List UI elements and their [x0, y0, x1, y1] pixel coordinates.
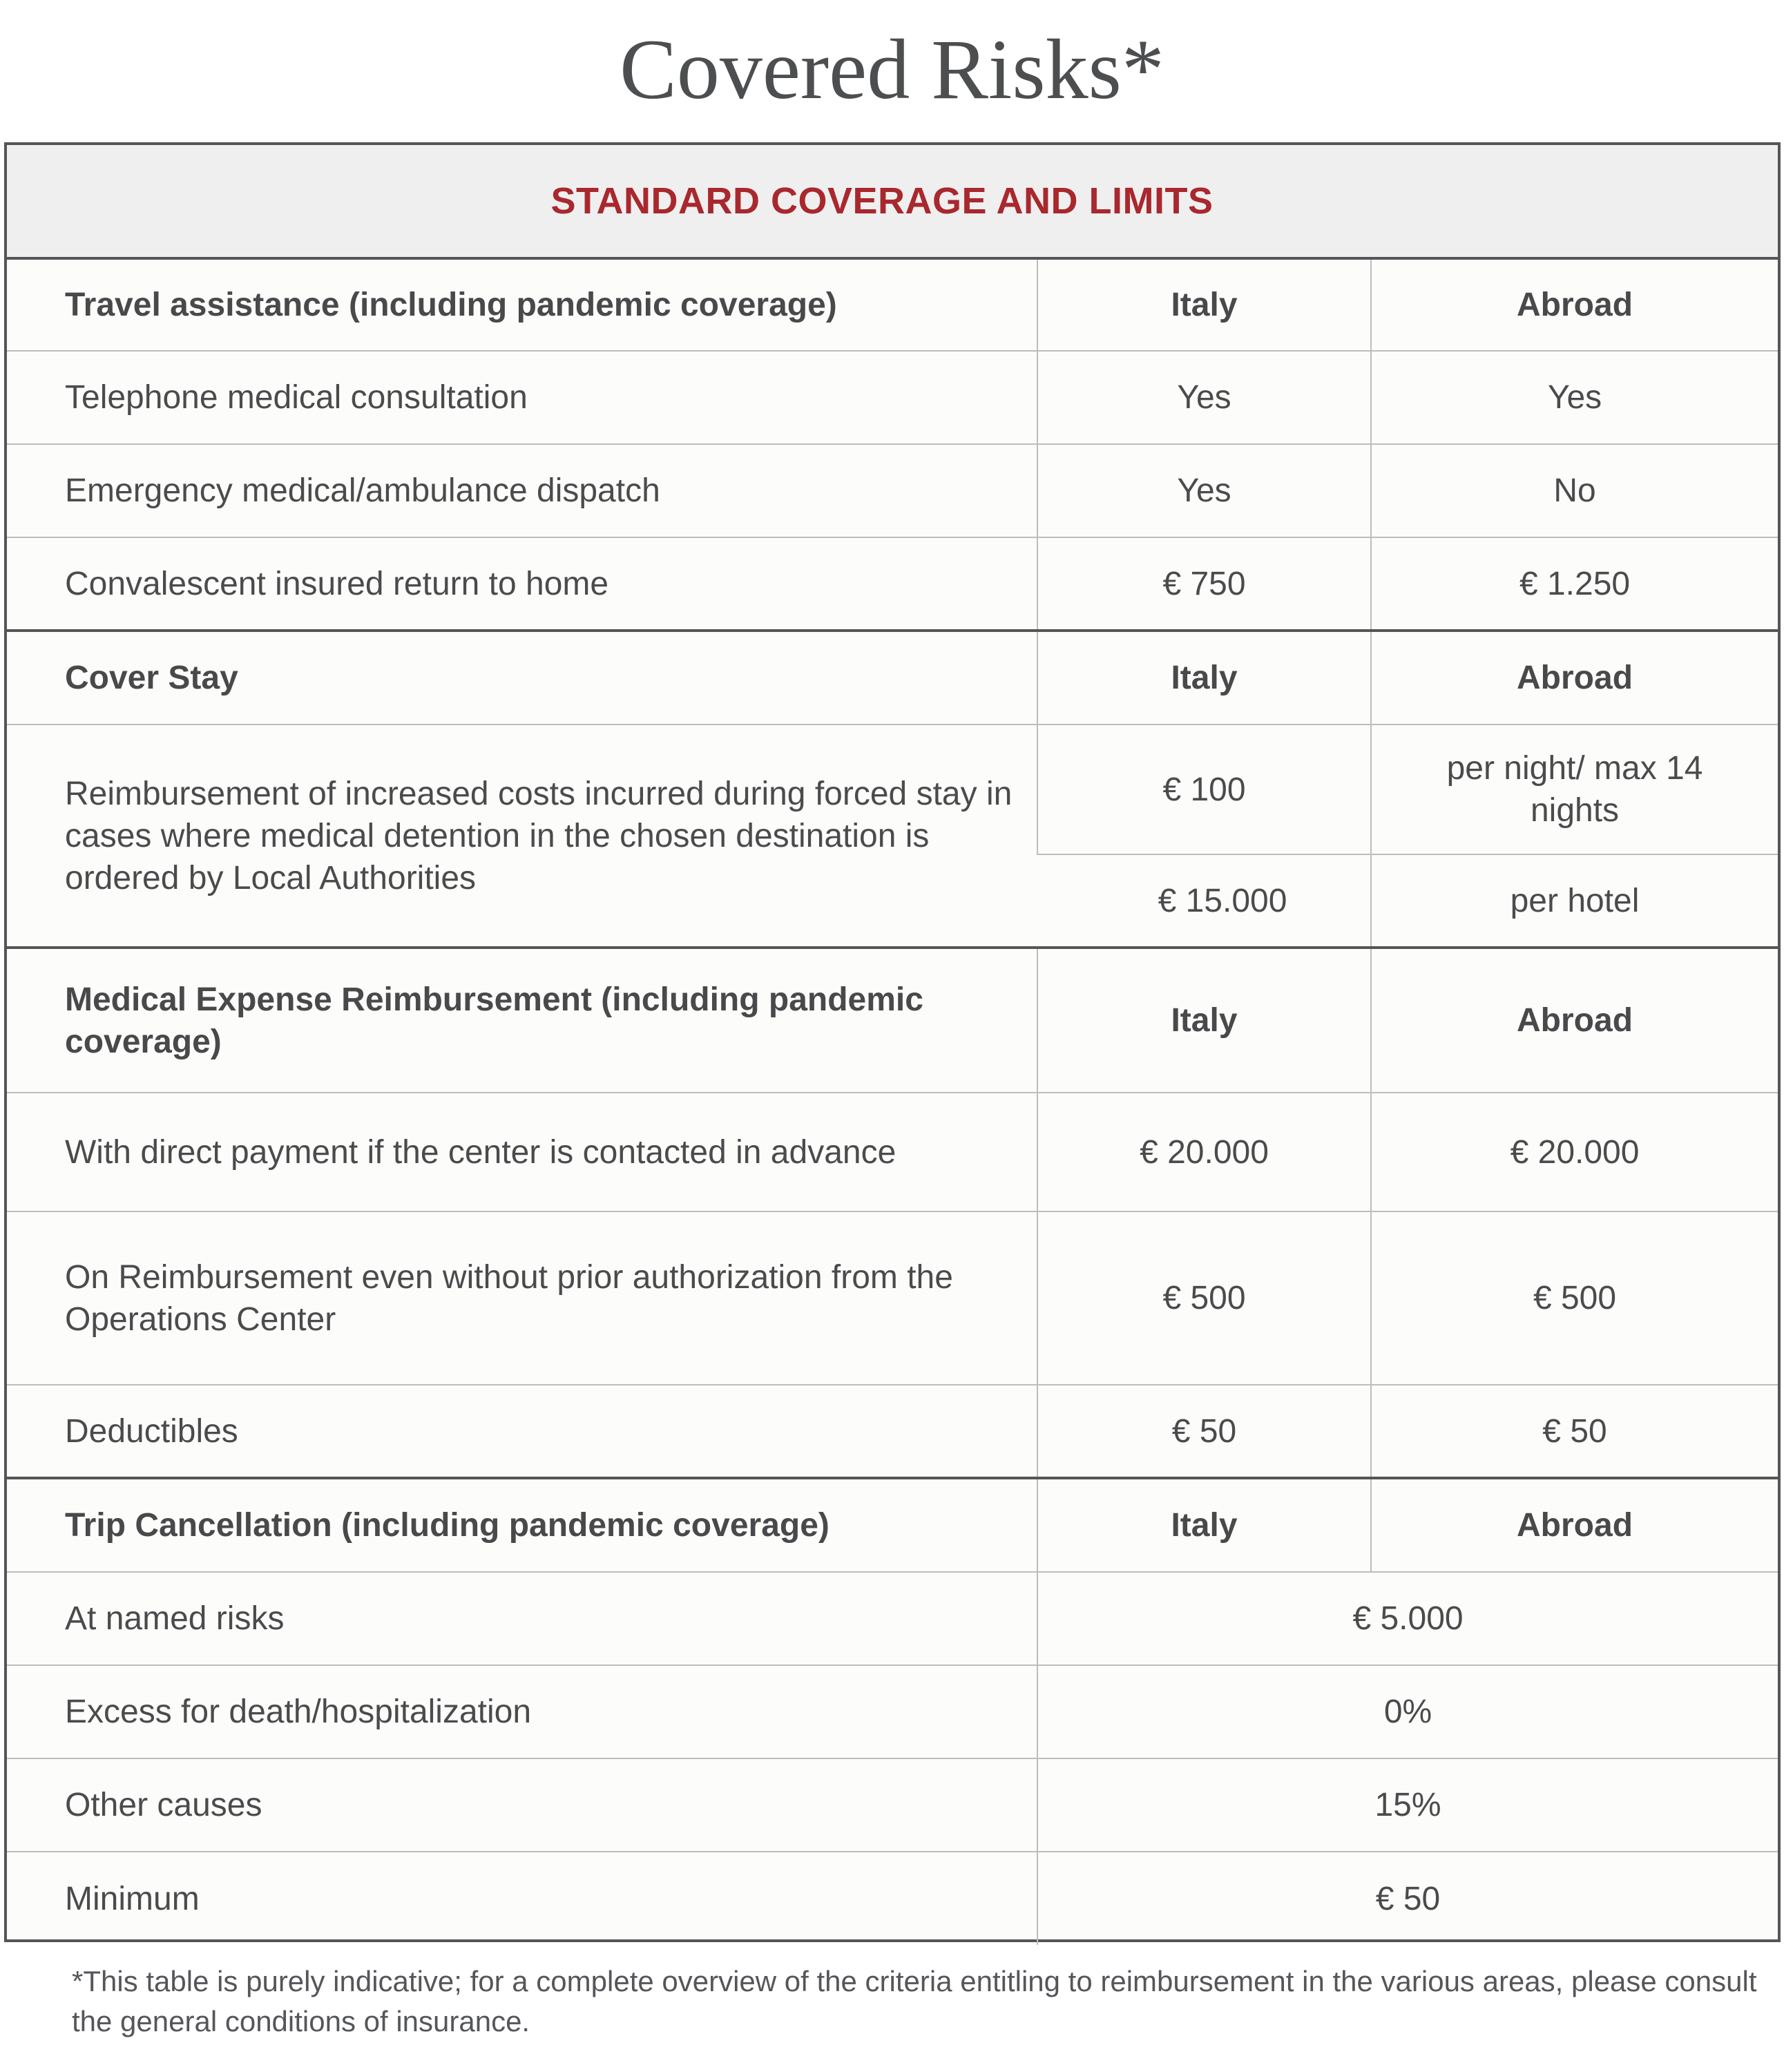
page-title: Covered Risks*: [620, 22, 1164, 117]
row-value: 15%: [1037, 1758, 1778, 1852]
section-cancel-title: Trip Cancellation (including pandemic coverage): [7, 1478, 1037, 1572]
section-travel-header: [7, 258, 1778, 351]
row-abroad-value: per night/ max 14 nights: [1371, 725, 1778, 854]
table-banner-row: [7, 145, 1778, 258]
row-italy-value: € 50: [1037, 1385, 1371, 1478]
col-abroad-header: Abroad: [1371, 948, 1778, 1093]
section-stay-header: [7, 631, 1778, 725]
row-italy-value: € 20.000: [1037, 1093, 1371, 1211]
table-row: [7, 1385, 1778, 1478]
row-label: Other causes: [7, 1758, 1037, 1852]
table-row: [7, 1852, 1778, 1945]
row-italy-value: € 100: [1037, 725, 1371, 854]
col-abroad-header: Abroad: [1371, 631, 1778, 725]
row-abroad-value: € 1.250: [1371, 537, 1778, 631]
col-abroad-header: Abroad: [1371, 258, 1778, 351]
row-label: Excess for death/hospitalization: [7, 1665, 1037, 1758]
row-label: Deductibles: [7, 1385, 1037, 1478]
table-row: [7, 537, 1778, 631]
row-abroad-value: € 50: [1371, 1385, 1778, 1478]
row-label: On Reimbursement even without prior authorization from the Operations Center: [7, 1211, 1037, 1385]
row-label: Reimbursement of increased costs incurred during forced stay in cases where medical detention in the chosen destination is ordered by Local Authorities: [7, 725, 1037, 948]
section-medical-title: Medical Expense Reimbursement (including pandemic coverage): [7, 948, 1037, 1093]
section-medical-header: [7, 948, 1778, 1093]
row-value: 0%: [1037, 1665, 1778, 1758]
row-abroad-value: No: [1371, 444, 1778, 537]
row-value: € 5.000: [1037, 1572, 1778, 1665]
coverage-table: [4, 142, 1781, 1942]
col-italy-header: Italy: [1037, 258, 1371, 351]
table-row: [7, 1758, 1778, 1852]
section-stay-title: Cover Stay: [7, 631, 1037, 725]
row-label: Minimum: [7, 1852, 1037, 1945]
row-italy-value: € 750: [1037, 537, 1371, 631]
row-label: Telephone medical consultation: [7, 351, 1037, 444]
col-italy-header: Italy: [1037, 1478, 1371, 1572]
row-label: At named risks: [7, 1572, 1037, 1665]
table-row: [7, 1665, 1778, 1758]
table-row: [7, 1572, 1778, 1665]
section-travel-title: Travel assistance (including pandemic coverage): [7, 258, 1037, 351]
col-italy-header: Italy: [1037, 948, 1371, 1093]
row-label: With direct payment if the center is contacted in advance: [7, 1093, 1037, 1211]
table-row: [7, 725, 1778, 854]
table-banner: STANDARD COVERAGE AND LIMITS: [7, 145, 1778, 258]
row-italy-value: Yes: [1037, 351, 1371, 444]
row-abroad-value: per hotel: [1371, 854, 1778, 948]
col-abroad-header: Abroad: [1371, 1478, 1778, 1572]
row-abroad-value: € 500: [1371, 1211, 1778, 1385]
row-value: € 50: [1037, 1852, 1778, 1945]
row-abroad-value: € 20.000: [1371, 1093, 1778, 1211]
footnote: *This table is purely indicative; for a complete overview of the criteria entitling to reimbursement in the various areas, please consult the general conditions of insurance.: [72, 1965, 1757, 2037]
row-italy-value: € 15.000: [1037, 854, 1371, 948]
section-cancel-header: [7, 1478, 1778, 1572]
row-italy-value: € 500: [1037, 1211, 1371, 1385]
table-row: [7, 1211, 1778, 1385]
table-row: [7, 1093, 1778, 1211]
table-row: [7, 444, 1778, 537]
row-abroad-value: Yes: [1371, 351, 1778, 444]
row-label: Emergency medical/ambulance dispatch: [7, 444, 1037, 537]
table-row: [7, 351, 1778, 444]
row-italy-value: Yes: [1037, 444, 1371, 537]
col-italy-header: Italy: [1037, 631, 1371, 725]
row-label: Convalescent insured return to home: [7, 537, 1037, 631]
